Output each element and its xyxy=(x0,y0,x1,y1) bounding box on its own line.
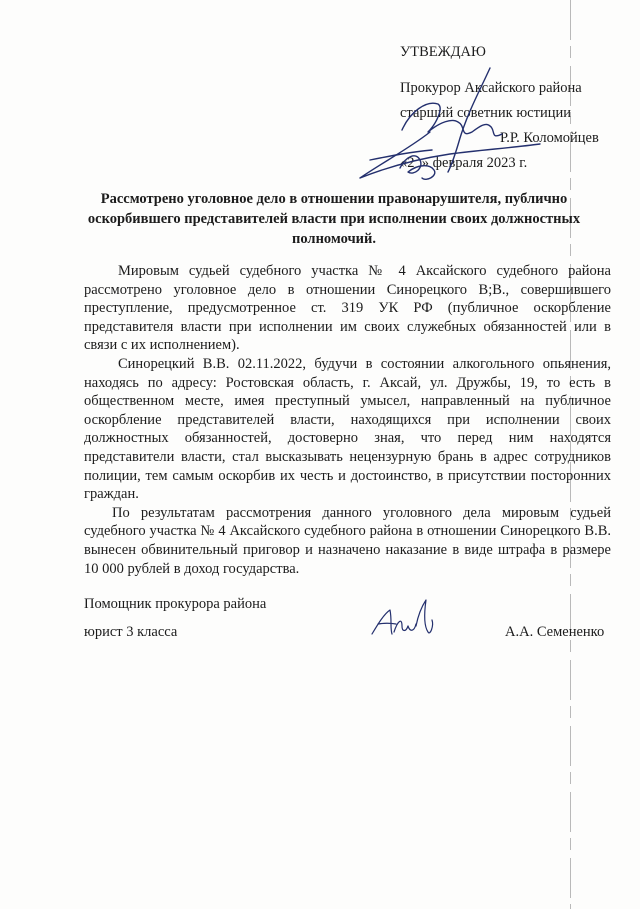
approval-position: Прокурор Аксайского района xyxy=(400,80,582,96)
approval-heading: УТВЕЖДАЮ xyxy=(400,44,486,60)
signer-rank: юрист 3 класса xyxy=(84,624,178,640)
signer-signature xyxy=(368,596,438,646)
signer-position: Помощник прокурора района xyxy=(84,596,267,612)
approval-name: Р.Р. Коломойцев xyxy=(500,130,599,146)
body-paragraph: Синорецкий В.В. 02.11.2022, будучи в состоянии алкогольного опьянения, находясь по адресу: Ростовская область, г. Аксай, ул. Дружбы, 19, то есть в общественном месте, имея преступный умысел, направленный на публичное оскорбление представителей власти, находящихся при исполнении своих должностных обязанностей, достоверно зная, что перед ним находятся представители власти, стал высказывать нецензурную брань в адрес сотрудников полиции, тем самым оскорбив их честь и достоинство, в присутствии посторонних граждан. xyxy=(84,355,611,503)
body-paragraph: Мировым судьей судебного участка № 4 Аксайского судебного района рассмотрено уголовное дело в отношении Синорецкого В;В., совершившего преступление, предусмотренное ст. 319 УК РФ (публичное оскорбление представителя власти при исполнении им своих служебных обязанностей или в связи с их исполнением). xyxy=(84,263,611,354)
signer-block xyxy=(84,596,267,640)
body-paragraph: По результатам рассмотрения данного уголовного дела мировым судьей судебного участка № 4 Аксайского судебного района в отношении Синорецкого В.В. вынесен обвинительный приговор и назначено наказание в виде штрафа в размере 10 000 рублей в доход государства. xyxy=(84,504,611,577)
approval-rank: старший советник юстиции xyxy=(400,105,571,121)
approval-date: «2 » февраля 2023 г. xyxy=(400,155,528,171)
document-title: Рассмотрено уголовное дело в отношении правонарушителя, публично оскорбившего представителей власти при исполнении своих должностных полномочий. xyxy=(87,191,581,247)
document-body xyxy=(84,262,611,578)
signer-name: А.А. Семененко xyxy=(505,624,605,640)
